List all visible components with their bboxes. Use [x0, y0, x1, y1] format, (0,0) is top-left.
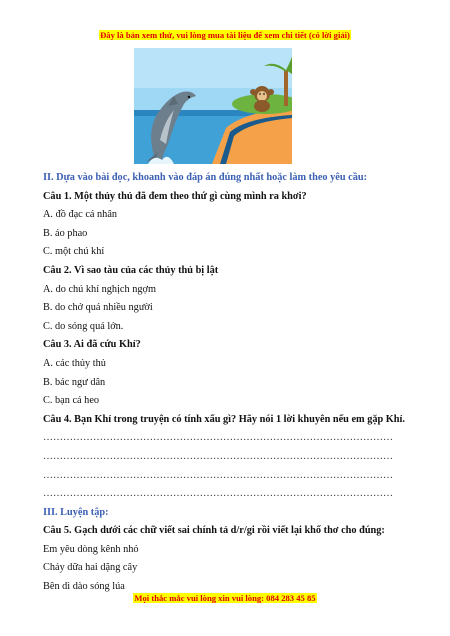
answer-line: …………………………………………………………………………………………… [43, 450, 393, 462]
answer-line: …………………………………………………………………………………………… [43, 432, 393, 444]
section-2-title: II. Dựa vào bài đọc, khoanh vào đáp án đúng nhất hoặc làm theo yêu cầu: [43, 172, 368, 183]
section-3-title: III. Luyện tập: [43, 506, 109, 518]
answer-line: …………………………………………………………………………………………… [43, 488, 393, 500]
question-3-option-b: B. bác ngư dân [43, 376, 106, 388]
contact-footer [0, 588, 450, 606]
question-2: Câu 2. Vì sao tàu của các thủy thủ bị lật [43, 264, 219, 276]
answer-line: …………………………………………………………………………………………… [43, 469, 393, 481]
contact-footer-text: Mọi thắc mắc vui lòng xin vui lòng: 084 283 45 85 [134, 593, 316, 603]
question-1-option-c: C. một chú khỉ [43, 246, 105, 258]
question-1: Câu 1. Một thủy thủ đã đem theo thứ gì cùng mình ra khơi? [43, 190, 307, 202]
question-3-option-c: C. bạn cá heo [43, 395, 100, 407]
poem-line: Bên dì dào sóng lúa [43, 581, 125, 593]
question-3: Câu 3. Ai đã cứu Khỉ? [43, 339, 141, 351]
question-4: Câu 4. Bạn Khỉ trong truyện có tính xấu gì? Hãy nói 1 lời khuyên nếu em gặp Khỉ. [43, 413, 405, 425]
poem-line: Em yêu dòng kênh nhỏ [43, 543, 139, 555]
worksheet-content [43, 169, 423, 597]
question-2-option-a: A. do chú khỉ nghịch ngợm [43, 283, 156, 295]
question-2-option-b: B. do chở quá nhiều người [43, 302, 153, 314]
question-1-option-b: B. áo phao [43, 227, 88, 239]
question-1-option-a: A. đồ đạc cá nhân [43, 209, 118, 221]
poem-line: Chảy dữa hai dặng cây [43, 562, 138, 574]
question-3-option-a: A. các thủy thủ [43, 357, 106, 369]
question-2-option-c: C. do sóng quá lớn. [43, 320, 124, 332]
preview-banner [0, 25, 450, 43]
question-5: Câu 5. Gạch dưới các chữ viết sai chính tả d/r/gi rồi viết lại khổ thơ cho đúng: [43, 525, 385, 537]
preview-banner-text: Đây là bản xem thử, vui lòng mua tài liệu để xem chi tiết (có lời giải) [100, 30, 350, 40]
dolphin-monkey-illustration [134, 48, 292, 164]
